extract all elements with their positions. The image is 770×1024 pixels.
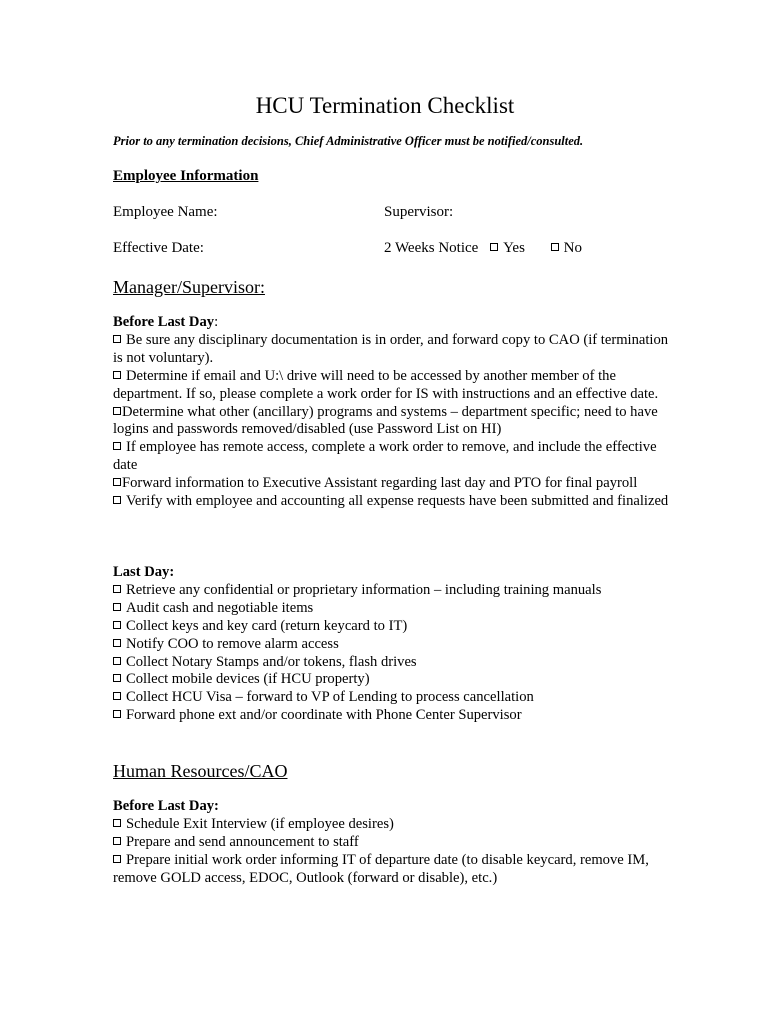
checkbox[interactable] bbox=[113, 603, 121, 611]
checkbox[interactable] bbox=[113, 855, 121, 863]
checkbox[interactable] bbox=[113, 371, 121, 379]
cao-notice: Prior to any termination decisions, Chief Administrative Officer must be notified/consulted. bbox=[113, 134, 584, 148]
checklist-item: Collect mobile devices (if HCU property) bbox=[113, 671, 673, 689]
manager-before-last-day bbox=[113, 314, 673, 511]
checkbox[interactable] bbox=[113, 442, 121, 450]
manager-before-label: Before Last Day bbox=[113, 314, 215, 330]
hr-before-label: Before Last Day: bbox=[113, 798, 219, 814]
human-resources-heading: Human Resources/CAO bbox=[113, 761, 288, 781]
employee-name-label: Employee Name: bbox=[113, 204, 218, 220]
effective-date-label: Effective Date: bbox=[113, 240, 204, 256]
checkbox[interactable] bbox=[113, 710, 121, 718]
checklist-item: Verify with employee and accounting all expense requests have been submitted and finalized bbox=[113, 493, 673, 511]
notice-no-checkbox[interactable] bbox=[551, 243, 559, 251]
checkbox[interactable] bbox=[113, 335, 121, 343]
checklist-item: If employee has remote access, complete a work order to remove, and include the effective date bbox=[113, 439, 657, 474]
checklist-item: Determine if email and U:\ drive will need to be accessed by another member of the department. If so, please complete a work order for IS with instructions and an effective date. bbox=[113, 367, 659, 402]
checklist-item: Schedule Exit Interview (if employee desires) bbox=[113, 816, 673, 834]
checklist-item: Forward information to Executive Assistant regarding last day and PTO for final payroll bbox=[113, 475, 673, 493]
checklist-item: Determine what other (ancillary) programs and systems – department specific; need to have logins and passwords removed/disabled (use Password List on HI) bbox=[113, 403, 658, 438]
two-weeks-notice-label: 2 Weeks Notice bbox=[384, 240, 479, 256]
checklist-item: Collect Notary Stamps and/or tokens, flash drives bbox=[113, 654, 673, 672]
checklist-item: Retrieve any confidential or proprietary information – including training manuals bbox=[113, 582, 673, 600]
notice-no-label: No bbox=[563, 240, 582, 256]
checkbox[interactable] bbox=[113, 639, 121, 647]
checklist-item: Prepare initial work order informing IT of departure date (to disable keycard, remove IM, remove GOLD access, EDOC, Outlook (forward or disable), etc.) bbox=[113, 851, 649, 886]
checkbox[interactable] bbox=[113, 407, 121, 415]
hr-before-last-day bbox=[113, 798, 673, 888]
notice-yes-label: Yes bbox=[503, 240, 525, 256]
manager-last-day bbox=[113, 564, 673, 725]
supervisor-label: Supervisor: bbox=[384, 204, 454, 220]
checklist-item: Collect HCU Visa – forward to VP of Lending to process cancellation bbox=[113, 689, 673, 707]
checklist-item: Forward phone ext and/or coordinate with Phone Center Supervisor bbox=[113, 707, 673, 725]
two-weeks-notice-row bbox=[384, 240, 582, 257]
document-title: HCU Termination Checklist bbox=[255, 93, 515, 118]
checklist-item: Notify COO to remove alarm access bbox=[113, 636, 673, 654]
checkbox[interactable] bbox=[113, 496, 121, 504]
checklist-item: Prepare and send announcement to staff bbox=[113, 834, 673, 852]
checkbox[interactable] bbox=[113, 837, 121, 845]
checklist-item: Audit cash and negotiable items bbox=[113, 600, 673, 618]
manager-last-label: Last Day: bbox=[113, 564, 175, 580]
checkbox[interactable] bbox=[113, 478, 121, 486]
checkbox[interactable] bbox=[113, 585, 121, 593]
checkbox[interactable] bbox=[113, 819, 121, 827]
checkbox[interactable] bbox=[113, 657, 121, 665]
checklist-item: Be sure any disciplinary documentation is in order, and forward copy to CAO (if termination is not voluntary). bbox=[113, 331, 669, 366]
notice-yes-checkbox[interactable] bbox=[490, 243, 498, 251]
checkbox[interactable] bbox=[113, 692, 121, 700]
checkbox[interactable] bbox=[113, 674, 121, 682]
manager-before-colon: : bbox=[214, 314, 219, 330]
employee-info-heading: Employee Information bbox=[113, 168, 259, 184]
checkbox[interactable] bbox=[113, 621, 121, 629]
manager-supervisor-heading: Manager/Supervisor: bbox=[113, 277, 265, 297]
checklist-item: Collect keys and key card (return keycard to IT) bbox=[113, 618, 673, 636]
